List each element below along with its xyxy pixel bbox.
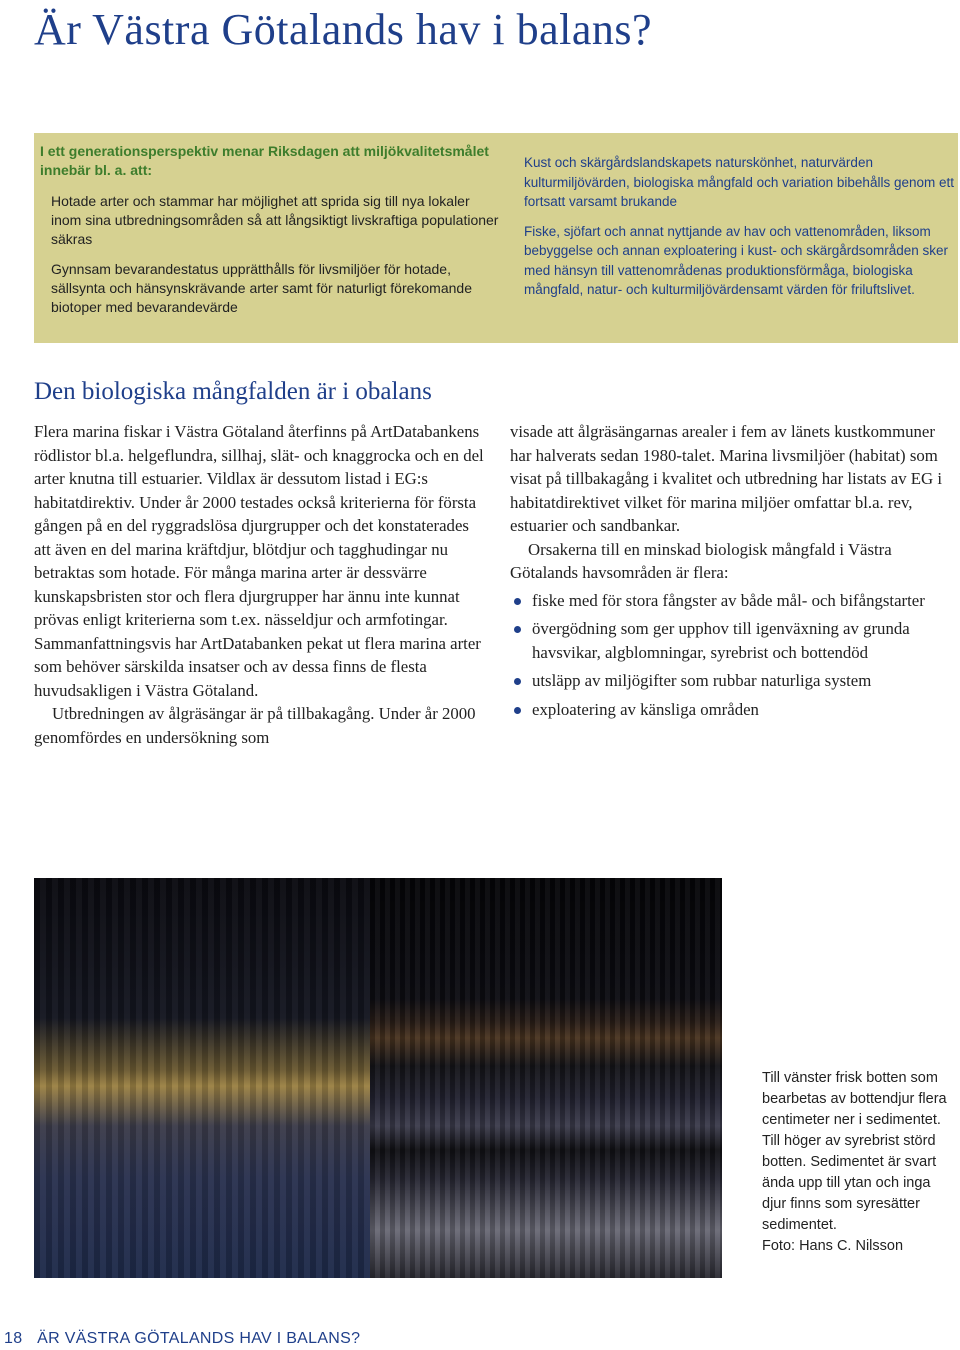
running-title: ÄR VÄSTRA GÖTALANDS HAV I BALANS? xyxy=(37,1330,361,1347)
goal-item: Fiske, sjöfart och annat nyttjande av hav och vattenområden, liksom bebyggelse och annan exploatering i kust- och skärgårdsområden sker med hänsyn till vattenområdenas produktionsförmåga, biologiska mångfald, natur- och kulturmiljövärdensamt värden för friluftslivet. xyxy=(524,223,948,297)
page-footer xyxy=(4,1330,360,1348)
page-number: 18 xyxy=(4,1330,23,1347)
body-paragraph: Utbredningen av ålgräsängar är på tillbakagång. Under år 2000 genomfördes en undersökning som xyxy=(34,704,476,747)
goal-item: Kust och skärgårdslandskapets naturskönhet, naturvärden kulturmiljövärden, biologiska mångfald och variation bibehålls genom ett fortsatt varsamt brukande xyxy=(524,155,954,209)
list-item xyxy=(510,589,958,613)
list-item-text: fiske med för stora fångster av både mål- och bifångstarter xyxy=(532,590,925,610)
goals-left-column xyxy=(40,142,500,328)
page-title: Är Västra Götalands hav i balans? xyxy=(34,5,653,54)
goals-box xyxy=(34,133,958,343)
bullet-icon xyxy=(514,678,521,685)
section-heading: Den biologiska mångfalden är i obalans xyxy=(34,378,432,405)
caption-text: Till vänster frisk botten som bearbetas av bottendjur flera centimeter ner i sedimentet. Till höger av syrebrist störd botten. Sedimentet är svart ända upp till ytan och inga djur finns som syresätter sedimentet. xyxy=(762,1070,947,1233)
bullet-icon xyxy=(514,598,521,605)
causes-list xyxy=(510,589,958,722)
body-paragraph: Flera marina fiskar i Västra Götaland återfinns på ArtDatabankens rödlistor bl.a. helgeflundra, sillhaj, slät- och knaggrocka och en del arter knutna till estuarier. Vildlax är dessutom listad i EG:s habitatdirektiv. Under år 2000 testades också kriterierna för första gången på en del ryggradslösa djurgrupper och det konstaterades att även en del marina kräftdjur, blötdjur och tagghudingar nu betraktas som hotade. För många marina arter är dessvärre kunskapsbristen stor och flera djurgrupper har ännu inte kunnat prövas enligt kriterierna som t.ex. nässeldjur och armfotingar. Sammanfattningsvis har ArtDatabanken pekat ut flera marina arter som behöver särskilda insatser och av dessa finns de flesta huvudsakligen i Västra Götaland. xyxy=(34,422,484,700)
photo-credit: Foto: Hans C. Nilsson xyxy=(762,1238,904,1254)
sediment-photo-healthy xyxy=(34,878,374,1278)
photo-caption xyxy=(762,1068,952,1257)
list-item-text: övergödning som ger upphov till igenväxning av grunda havsvikar, algblomningar, syrebrist och bottendöd xyxy=(532,619,910,662)
goal-item: Hotade arter och stammar har möjlighet att sprida sig till nya lokaler inom sina utbredningsområden så att långsiktigt livskraftiga populationer säkras xyxy=(51,193,499,247)
list-item-text: exploatering av känsliga områden xyxy=(532,699,759,719)
list-item xyxy=(510,617,958,664)
body-column-right xyxy=(510,420,958,726)
goal-item: Gynnsam bevarandestatus upprätthålls för livsmiljöer för hotade, sällsynta och hänsynskrävande arter samt för naturligt förekomande biotoper med bevarandevärde xyxy=(51,261,472,315)
bullet-icon xyxy=(514,707,521,714)
goals-intro: I ett generationsperspektiv menar Riksdagen att miljökvalitetsmålet innebär bl. a. att: xyxy=(40,143,489,178)
bullet-icon xyxy=(514,626,521,633)
body-paragraph: Orsakerna till en minskad biologisk mångfald i Västra Götalands havsområden är flera: xyxy=(510,539,892,582)
sediment-photo-oxygen-depleted xyxy=(370,878,722,1278)
body-column-left xyxy=(34,420,486,749)
list-item xyxy=(510,669,958,693)
goals-right-column xyxy=(524,153,954,310)
list-item xyxy=(510,698,958,722)
body-paragraph: visade att ålgräsängarnas arealer i fem av länets kustkommuner har halverats sedan 1980-talet. Marina livsmiljöer (habitat) som visat på tillbakagång i kvalitet och utbredning har listats av EG i habitatdirektivet vilket för marina miljöer omfattar bl.a. rev, estuarier och sandbankar. xyxy=(510,422,943,535)
list-item-text: utsläpp av miljögifter som rubbar naturliga system xyxy=(532,671,872,690)
